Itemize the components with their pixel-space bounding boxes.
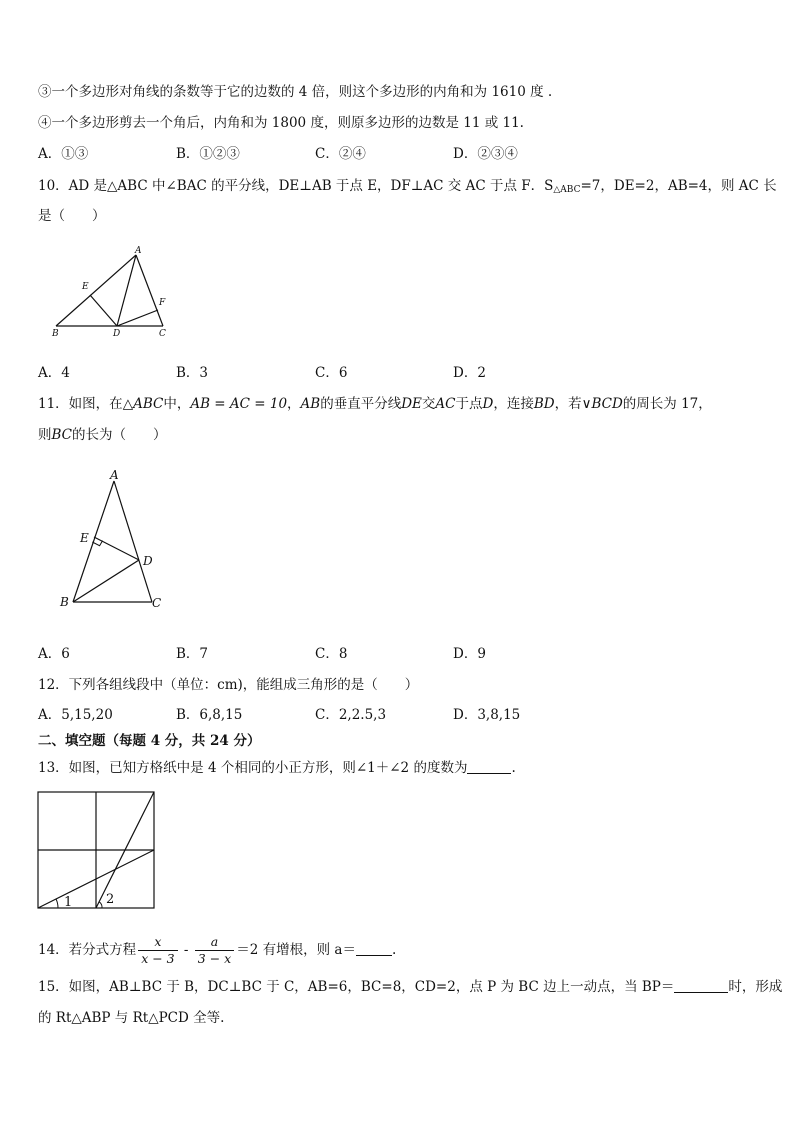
q10-label-f: F [159, 298, 166, 308]
q14-fraction-2: $\frac{a}{3 - x}$ [195, 934, 234, 967]
q13-grid-figure [36, 790, 158, 912]
q12-options [38, 705, 738, 725]
q10-label-e: E [82, 282, 89, 292]
q11-label-b: B [60, 595, 69, 609]
q9-option-c[interactable]: C．②④ [315, 146, 366, 162]
q11-option-c[interactable]: C．8 [315, 646, 348, 662]
q12-option-d[interactable]: D．3,8,15 [453, 707, 521, 723]
q11-stem-line2: 则BC的长为（ ） [38, 427, 167, 443]
q11-option-d[interactable]: D．9 [453, 646, 486, 662]
q12-stem: 12．下列各组线段中（单位：cm)，能组成三角形的是（ ） [38, 677, 419, 693]
q11-triangle-figure [55, 462, 175, 617]
q14-fraction-1: $\frac{x}{x - 3}$ [138, 934, 177, 967]
statement-4: ④一个多边形剪去一个角后，内角和为 1800 度，则原多边形的边数是 11 或 11. [38, 115, 524, 131]
q9-option-b[interactable]: B．①②③ [176, 146, 240, 162]
q10-options [38, 363, 738, 383]
q13-answer-blank[interactable] [467, 759, 511, 774]
q10-option-c[interactable]: C．6 [315, 365, 348, 381]
q9-option-d[interactable]: D．②③④ [453, 146, 518, 162]
q13-stem: 13．如图，已知方格纸中是 4 个相同的小正方形，则∠1＋∠2 的度数为 . [38, 760, 516, 776]
q11-option-b[interactable]: B．7 [176, 646, 209, 662]
section-heading-fill-in: 二、填空题（每题 4 分，共 24 分） [38, 733, 261, 749]
q13-angle-2-label: 2 [106, 892, 115, 907]
q13-angle-1-label: 1 [64, 895, 73, 910]
q9-option-a[interactable]: A．①③ [38, 146, 89, 162]
q15-stem-line1: 15．如图，AB⊥BC 于 B，DC⊥BC 于 C，AB=6，BC=8，CD=2，点 P 为 BC 边上一动点，当 BP＝ 时，形成 [38, 979, 783, 995]
q11-options [38, 644, 738, 664]
q11-label-c: C [152, 596, 162, 610]
q15-stem-line2: 的 Rt△ABP 与 Rt△PCD 全等. [38, 1010, 225, 1026]
q10-triangle-figure [50, 244, 175, 344]
q10-label-b: B [52, 329, 59, 339]
statement-3: ③一个多边形对角线的条数等于它的边数的 4 倍，则这个多边形的内角和为 1610 度 . [38, 84, 553, 100]
q11-option-a[interactable]: A．6 [38, 646, 70, 662]
q11-label-e: E [80, 531, 89, 545]
q10-option-a[interactable]: A．4 [38, 365, 70, 381]
q14-answer-blank[interactable] [356, 941, 392, 956]
q10-option-b[interactable]: B．3 [176, 365, 209, 381]
q10-label-c: C [159, 329, 166, 339]
q12-option-c[interactable]: C．2,2.5,3 [315, 707, 387, 723]
q10-stem-line2: 是（ ） [38, 208, 106, 224]
q10-stem-line1: 10．AD 是△ABC 中∠BAC 的平分线，DE⊥AB 于点 E，DF⊥AC 交 AC 于点 F．$S_{\triangle ABC}=7$，DE=2，AB=4，则 AC 长 [38, 178, 777, 195]
q10-subscript: △ABC [553, 185, 581, 195]
q10-option-d[interactable]: D．2 [453, 365, 486, 381]
q11-stem-line1: 11．如图，在△ABC中，AB = AC = 10，AB的垂直平分线DE交AC于点D，连接BD，若∨BCD的周长为 17， [38, 396, 712, 412]
q10-label-d: D [113, 329, 121, 339]
q12-option-b[interactable]: B．6,8,15 [176, 707, 243, 723]
q9-options [38, 144, 738, 164]
q14-stem: 14．若分式方程 $\frac{x}{x - 3}$ - $\frac{a}{3 - x}$ ＝2 有增根，则 a＝ . [38, 934, 397, 966]
q10-label-a: A [135, 246, 142, 256]
q11-label-d: D [143, 554, 153, 568]
q11-label-a: A [110, 468, 119, 482]
q12-option-a[interactable]: A．5,15,20 [38, 707, 113, 723]
q15-answer-blank[interactable] [674, 978, 728, 993]
